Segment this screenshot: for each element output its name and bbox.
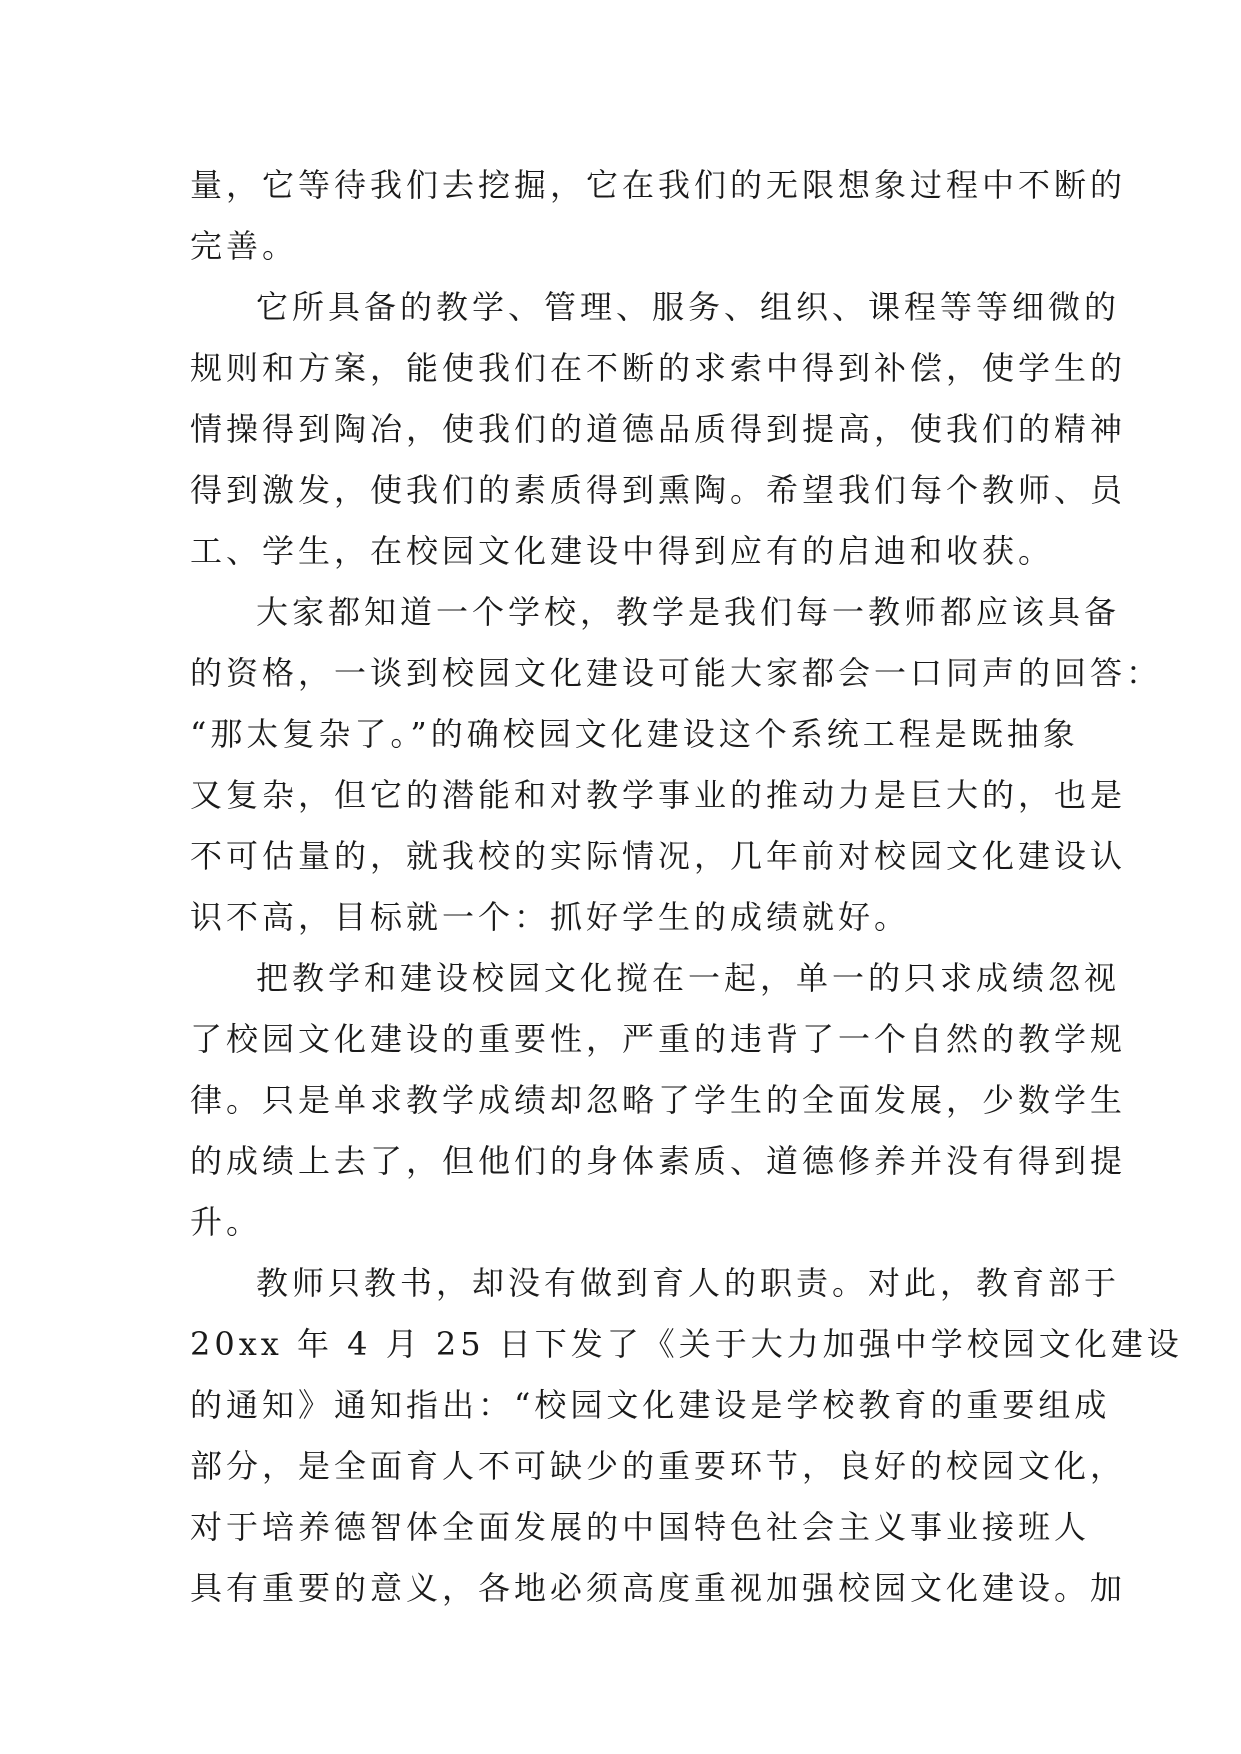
text-line: 工、学生，在校园文化建设中得到应有的启迪和收获。: [190, 532, 1055, 570]
text-line: 的通知》通知指出：“校园文化建设是学校教育的重要组成: [190, 1386, 1111, 1424]
text-line: 得到激发，使我们的素质得到熏陶。希望我们每个教师、员: [190, 471, 1127, 509]
paragraph-first-line: 教师只教书，却没有做到育人的职责。对此，教育部于: [256, 1264, 1121, 1302]
paragraph-first-line: 把教学和建设校园文化搅在一起，单一的只求成绩忽视: [256, 959, 1121, 997]
document-body: [190, 155, 1183, 1619]
text-line: 完善。: [190, 227, 299, 265]
text-line: 情操得到陶冶，使我们的道德品质得到提高，使我们的精神: [190, 410, 1127, 448]
text-line: 具有重要的意义，各地必须高度重视加强校园文化建设。加: [190, 1569, 1127, 1607]
text-line: 规则和方案，能使我们在不断的求索中得到补偿，使学生的: [190, 349, 1127, 387]
paragraph-first-line: 它所具备的教学、管理、服务、组织、课程等等细微的: [256, 288, 1121, 326]
text-line: 律。只是单求教学成绩却忽略了学生的全面发展，少数学生: [190, 1081, 1127, 1119]
text-line: “那太复杂了。”的确校园文化建设这个系统工程是既抽象: [190, 715, 1079, 753]
text-line: 量，它等待我们去挖掘，它在我们的无限想象过程中不断的: [190, 166, 1127, 204]
text-line: 升。: [190, 1203, 263, 1241]
text-line: 20xx 年 4 月 25 日下发了《关于大力加强中学校园文化建设: [190, 1325, 1183, 1363]
text-line: 部分，是全面育人不可缺少的重要环节，良好的校园文化，: [190, 1447, 1127, 1485]
text-line: 的成绩上去了，但他们的身体素质、道德修养并没有得到提: [190, 1142, 1127, 1180]
text-line: 对于培养德智体全面发展的中国特色社会主义事业接班人: [190, 1508, 1091, 1546]
text-line: 识不高，目标就一个：抓好学生的成绩就好。: [190, 898, 911, 936]
text-line: 不可估量的，就我校的实际情况，几年前对校园文化建设认: [190, 837, 1127, 875]
paragraph-first-line: 大家都知道一个学校，教学是我们每一教师都应该具备: [256, 593, 1121, 631]
text-line: 又复杂，但它的潜能和对教学事业的推动力是巨大的，也是: [190, 776, 1127, 814]
text-line: 了校园文化建设的重要性，严重的违背了一个自然的教学规: [190, 1020, 1127, 1058]
text-line: 的资格，一谈到校园文化建设可能大家都会一口同声的回答：: [190, 654, 1163, 692]
